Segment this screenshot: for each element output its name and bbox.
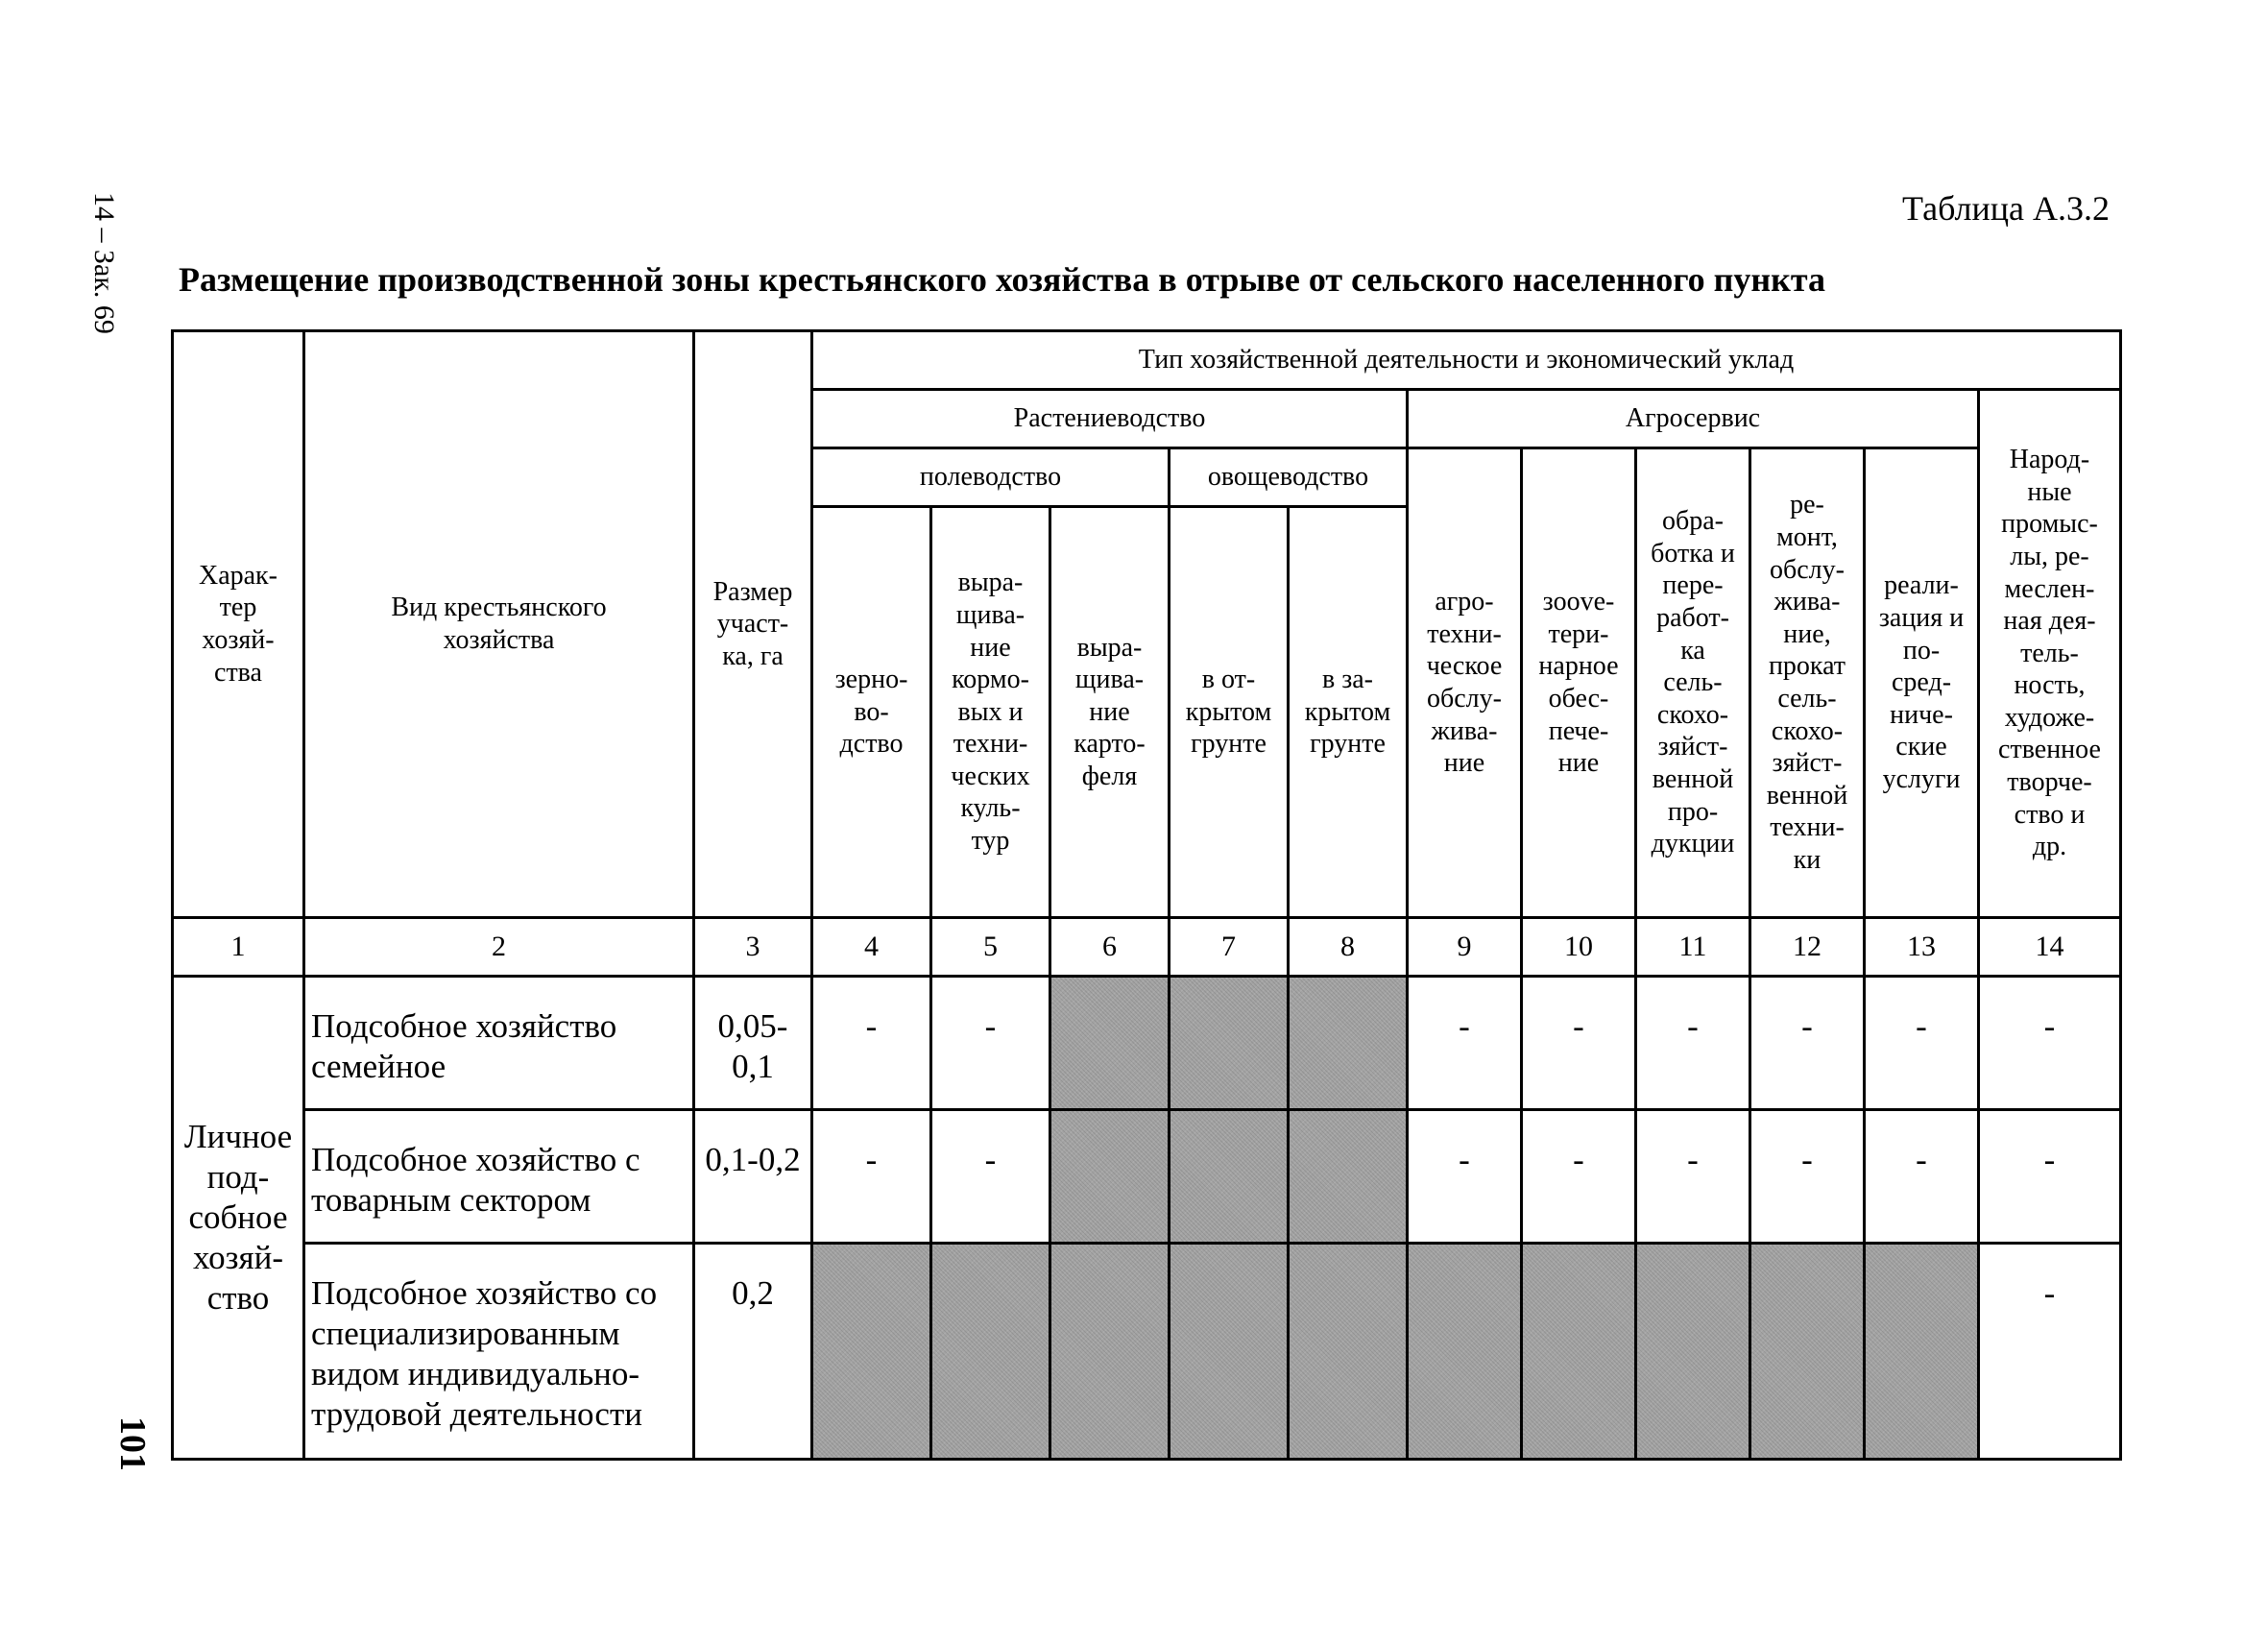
table-row xyxy=(173,977,2121,1110)
header-col-12: ре- монт, обслу- жива- ние, прокат сель- скохо- зяйст- венной техни- ки xyxy=(1750,448,1865,918)
shaded-cell xyxy=(1289,977,1408,1110)
data-table xyxy=(171,329,2122,1461)
page-title: Размещение производственной зоны крестьянского хозяйства в отрыве от сельского населенного пункта xyxy=(179,260,1826,299)
header-agroservis: Агросервис xyxy=(1408,390,1979,448)
header-crafts: Народ- ные промыс- лы, ре- меслен- ная дея- тель- ность, художе- ственное творче- ство и др. xyxy=(1979,390,2121,918)
column-number: 9 xyxy=(1408,918,1522,977)
shaded-cell xyxy=(1170,977,1289,1110)
header-rastenievodstvo: Растениеводство xyxy=(812,390,1408,448)
column-number: 11 xyxy=(1636,918,1750,977)
row-kind: Подсобное хозяйство с товарным сектором xyxy=(304,1110,694,1244)
cell-dash: - xyxy=(1636,1110,1750,1244)
header-col-9: агро- техни- ческое обслу- жива- ние xyxy=(1408,448,1522,918)
shaded-cell xyxy=(931,1244,1050,1460)
column-number: 10 xyxy=(1522,918,1636,977)
shaded-cell xyxy=(1750,1244,1865,1460)
cell-dash: - xyxy=(1865,977,1979,1110)
column-number: 5 xyxy=(931,918,1050,977)
header-kind: Вид крестьянского хозяйства xyxy=(304,331,694,918)
header-character: Харак- тер хозяй- ства xyxy=(173,331,304,918)
header-col-10: зооve- тери- нарное обес- пече- ние xyxy=(1522,448,1636,918)
side-note: 14 – Зак. 69 xyxy=(88,192,120,334)
column-number: 1 xyxy=(173,918,304,977)
cell-dash: - xyxy=(1750,1110,1865,1244)
row-size: 0,1-0,2 xyxy=(694,1110,812,1244)
column-number: 13 xyxy=(1865,918,1979,977)
page-number: 101 xyxy=(112,1416,153,1471)
group-label: Личное под- собное хозяй- ство xyxy=(173,977,304,1460)
cell-dash: - xyxy=(1408,1110,1522,1244)
shaded-cell xyxy=(1522,1244,1636,1460)
header-col-5: выра- щива- ние кормо- вых и техни- ческих куль- тур xyxy=(931,507,1050,918)
row-size: 0,2 xyxy=(694,1244,812,1460)
shaded-cell xyxy=(1289,1110,1408,1244)
column-number: 14 xyxy=(1979,918,2121,977)
header-col-6: выра- щива- ние карто- феля xyxy=(1050,507,1170,918)
shaded-cell xyxy=(812,1244,931,1460)
column-number: 2 xyxy=(304,918,694,977)
header-polevodstvo: полеводство xyxy=(812,448,1170,507)
row-kind: Подсобное хозяйство со специализированным видом индивидуально- трудовой деятельности xyxy=(304,1244,694,1460)
shaded-cell xyxy=(1050,1110,1170,1244)
shaded-cell xyxy=(1170,1244,1289,1460)
column-number: 6 xyxy=(1050,918,1170,977)
shaded-cell xyxy=(1865,1244,1979,1460)
shaded-cell xyxy=(1170,1110,1289,1244)
column-number: 4 xyxy=(812,918,931,977)
header-ovoshchevodstvo: овощеводство xyxy=(1170,448,1408,507)
shaded-cell xyxy=(1636,1244,1750,1460)
column-number: 7 xyxy=(1170,918,1289,977)
table-label: Таблица А.3.2 xyxy=(1902,189,2110,228)
cell-dash: - xyxy=(1636,977,1750,1110)
column-number: 8 xyxy=(1289,918,1408,977)
header-col-4: зерно- во- дство xyxy=(812,507,931,918)
table-row xyxy=(173,1110,2121,1244)
shaded-cell xyxy=(1050,1244,1170,1460)
cell-dash: - xyxy=(1522,1110,1636,1244)
header-size: Размер участ- ка, га xyxy=(694,331,812,918)
cell-dash: - xyxy=(1750,977,1865,1110)
shaded-cell xyxy=(1289,1244,1408,1460)
shaded-cell xyxy=(1050,977,1170,1110)
cell-dash: - xyxy=(1408,977,1522,1110)
cell-dash: - xyxy=(1979,1244,2121,1460)
table-row xyxy=(173,1244,2121,1460)
cell-dash: - xyxy=(812,1110,931,1244)
cell-dash: - xyxy=(931,1110,1050,1244)
header-col-7: в от- крытом грунте xyxy=(1170,507,1289,918)
cell-dash: - xyxy=(931,977,1050,1110)
cell-dash: - xyxy=(1522,977,1636,1110)
header-col-11: обра- ботка и пере- работ- ка сель- скохо- зяйст- венной про- дукции xyxy=(1636,448,1750,918)
cell-dash: - xyxy=(812,977,931,1110)
header-col-13: реали- зация и по- сред- ниче- ские услуги xyxy=(1865,448,1979,918)
cell-dash: - xyxy=(1979,977,2121,1110)
cell-dash: - xyxy=(1865,1110,1979,1244)
row-size: 0,05- 0,1 xyxy=(694,977,812,1110)
cell-dash: - xyxy=(1979,1110,2121,1244)
shaded-cell xyxy=(1408,1244,1522,1460)
header-col-8: в за- крытом грунте xyxy=(1289,507,1408,918)
column-number: 3 xyxy=(694,918,812,977)
header-activity-type: Тип хозяйственной деятельности и экономический уклад xyxy=(812,331,2121,390)
row-kind: Подсобное хозяйство семейное xyxy=(304,977,694,1110)
column-number: 12 xyxy=(1750,918,1865,977)
